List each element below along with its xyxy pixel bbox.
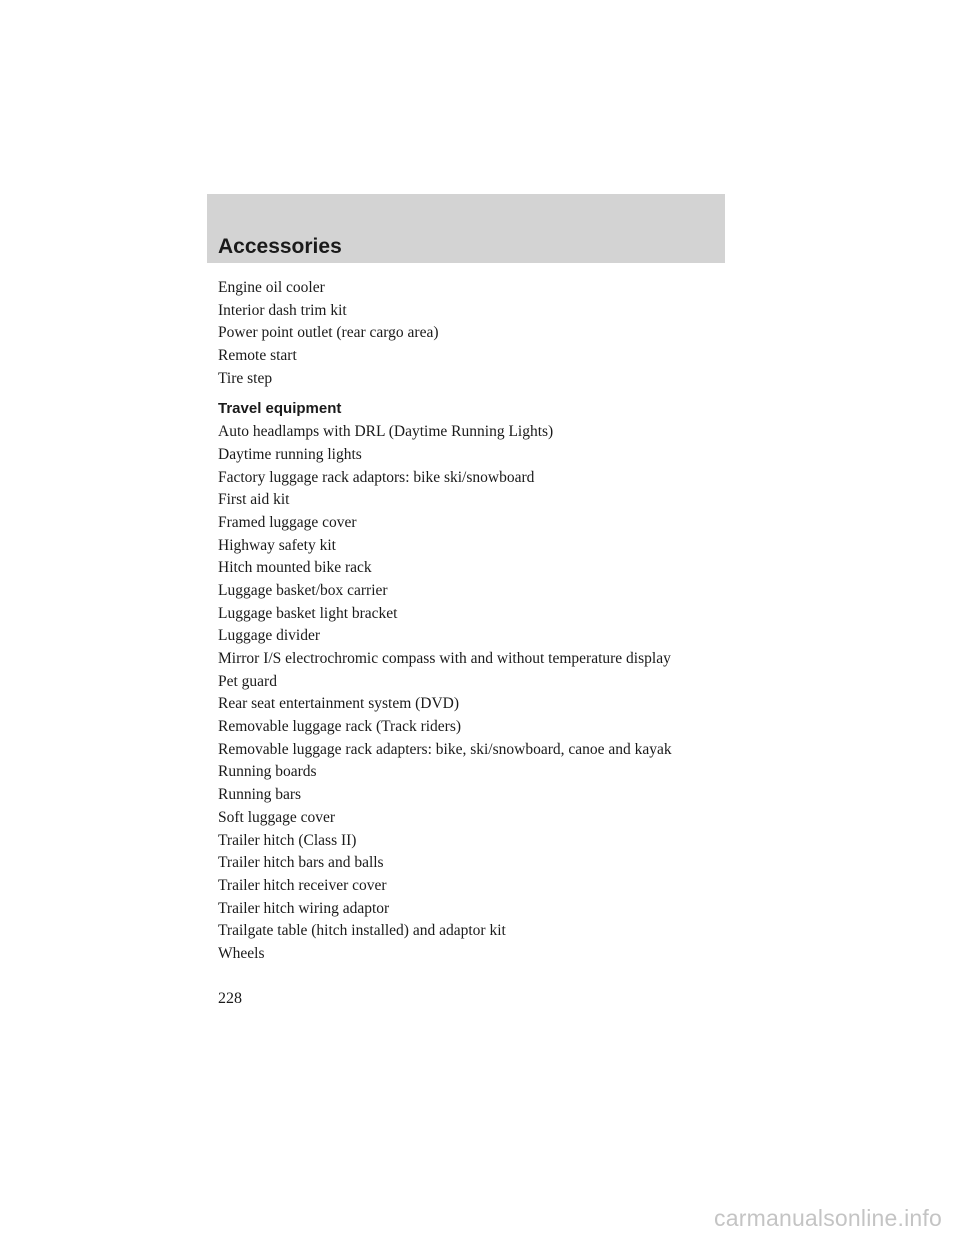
list-item: Rear seat entertainment system (DVD) — [218, 695, 460, 713]
page-number: 228 — [218, 990, 242, 1007]
list-item: Running boards — [218, 763, 317, 781]
list-item: Luggage divider — [218, 627, 321, 645]
list-item: Running bars — [218, 786, 302, 804]
list-item: Highway safety kit — [218, 536, 336, 554]
section-title: Accessories — [218, 235, 342, 258]
travel-equipment-heading: Travel equipment — [218, 400, 342, 418]
list-item: Factory luggage rack adaptors: bike ski/snowboard — [218, 468, 535, 486]
list-item: Luggage basket/box carrier — [218, 581, 388, 599]
list-item: Trailer hitch bars and balls — [218, 854, 384, 872]
list-item: Auto headlamps with DRL (Daytime Running Lights) — [218, 423, 554, 441]
list-item: Luggage basket light bracket — [218, 604, 398, 622]
list-item: Remote start — [218, 347, 297, 365]
list-item: Trailer hitch (Class II) — [218, 831, 357, 849]
list-item: Trailgate table (hitch installed) and adaptor kit — [218, 922, 506, 940]
list-item: Tire step — [218, 369, 273, 387]
list-item: First aid kit — [218, 491, 290, 509]
list-item: Framed luggage cover — [218, 513, 357, 531]
list-item: Wheels — [218, 944, 265, 962]
list-item: Removable luggage rack (Track riders) — [218, 718, 462, 736]
list-item: Engine oil cooler — [218, 279, 325, 296]
watermark: carmanualsonline.info — [714, 1205, 942, 1231]
list-item: Soft luggage cover — [218, 808, 336, 826]
list-item: Pet guard — [218, 672, 277, 690]
list-item: Daytime running lights — [218, 445, 362, 463]
section-header — [207, 194, 725, 263]
list-item: Trailer hitch wiring adaptor — [218, 899, 390, 917]
list-item: Hitch mounted bike rack — [218, 559, 372, 577]
list-item: Power point outlet (rear cargo area) — [218, 324, 439, 342]
list-item: Interior dash trim kit — [218, 301, 347, 319]
list-item: Removable luggage rack adapters: bike, ski/snowboard, canoe and kayak — [218, 740, 672, 758]
list-item: Mirror I/S electrochromic compass with and without temperature display — [218, 650, 671, 667]
list-item: Trailer hitch receiver cover — [218, 876, 387, 894]
accessory-list — [218, 277, 738, 966]
